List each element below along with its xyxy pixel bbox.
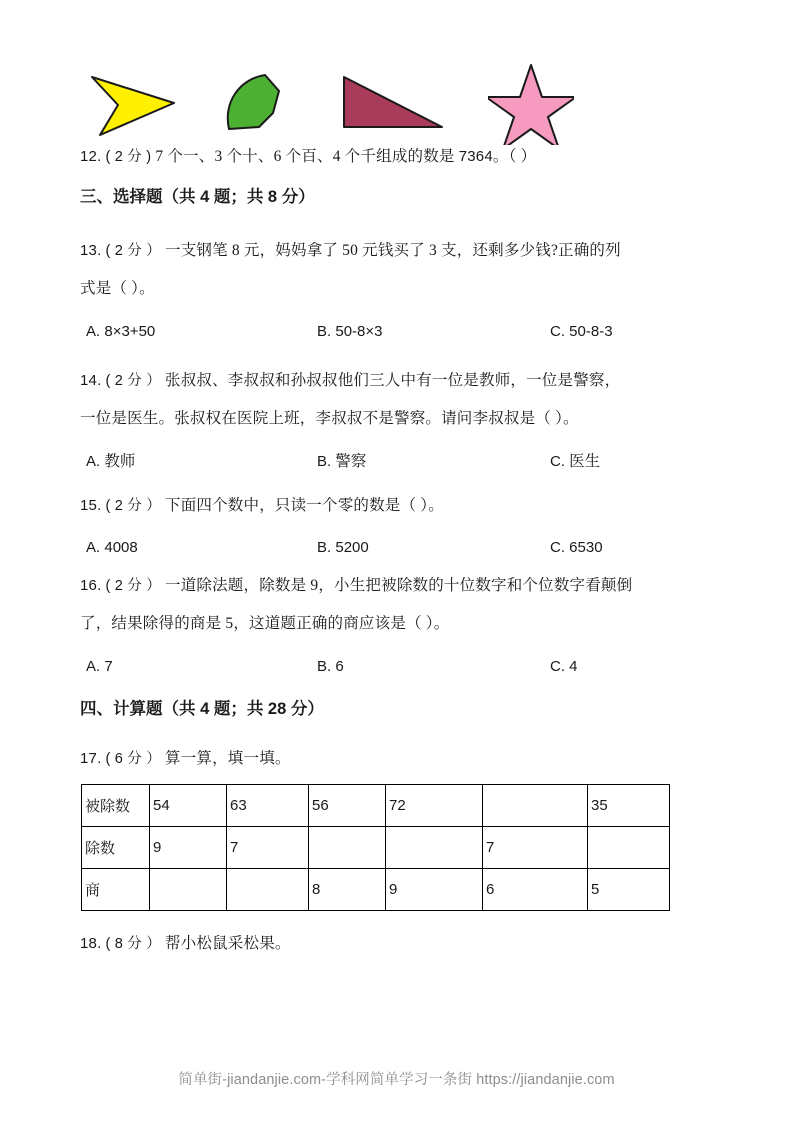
question-16 [80,567,700,684]
question-14-option-b[interactable] [317,445,366,479]
question-16-option-b[interactable] [317,650,344,684]
table-cell-quotient-3[interactable]: 8 [309,869,386,911]
table-cell-dividend-5[interactable] [483,785,588,827]
question-14-text-1: 张叔叔、李叔叔和孙叔叔他们三人中有一位是教师，一位是警察， [165,372,621,389]
section-four-heading [80,692,700,726]
question-14-option-c[interactable] [550,445,600,479]
table-cell-divisor-1[interactable]: 9 [150,827,227,869]
question-17-number: 17. [80,750,102,767]
question-14-option-a-key: A. [86,453,101,470]
table-cell-dividend-2[interactable]: 63 [227,785,309,827]
footer-watermark [0,1068,793,1089]
question-14-text-2: 一位是医生。张叔权在医院上班，李叔叔不是警察。请问李叔叔是（ ）。 [80,410,579,427]
question-18 [80,925,700,963]
table-cell-divisor-4[interactable] [386,827,483,869]
question-15-option-c[interactable] [550,531,603,565]
question-16-number: 16. [80,577,102,594]
question-13-option-c-key: C. [550,323,565,340]
question-14-option-c-text: 医生 [569,453,601,470]
question-16-text-1: 一道除法题，除数是 9，小生把被除数的十位数字和个位数字看颠倒 [165,577,633,594]
table-row-quotient [82,869,670,911]
table-row-dividend [82,785,670,827]
table-cell-quotient-1[interactable] [150,869,227,911]
table-cell-quotient-6[interactable]: 5 [588,869,670,911]
question-13-text-1: 一支钢笔 8 元，妈妈拿了 50 元钱买了 3 支，还剩多少钱?正确的列 [165,242,621,259]
footer-watermark-text: 简单街-jiandanjie.com-学科网简单学习一条街 https://jiandanjie.com [178,1072,615,1088]
question-15-number: 15. [80,497,102,514]
question-16-option-b-key: B. [317,658,332,675]
question-14-option-a-text: 教师 [104,453,136,470]
question-14-option-c-key: C. [550,453,565,470]
question-13-option-c[interactable] [550,315,613,349]
pink-star-shape [488,55,574,145]
table-cell-dividend-6[interactable]: 35 [588,785,670,827]
question-17-points: ( 6 分 ） [105,751,161,767]
section-three-heading [80,180,700,214]
question-13-options [80,315,700,349]
question-15-option-b[interactable] [317,531,369,565]
table-cell-quotient-5[interactable]: 6 [483,869,588,911]
question-14-number: 14. [80,372,102,389]
question-14-line-2 [80,400,700,437]
question-17-text-1: 算一算，填一填。 [165,750,291,767]
question-13-option-a-key: A. [86,323,101,340]
yellow-arrow-shape [88,55,184,145]
question-15-text-1: 下面四个数中，只读一个零的数是（ ）。 [165,497,444,514]
question-12-number: 12. [80,148,102,165]
question-13-line-1 [80,232,700,270]
question-14-option-b-key: B. [317,453,332,470]
section-three-title: 三、选择题（共 4 题；共 8 分） [80,188,315,206]
question-16-line-2 [80,605,700,642]
question-14-options [80,445,700,479]
table-row-divisor [82,827,670,869]
question-13-option-a[interactable] [86,315,155,349]
table-rowhead-divisor: 除数 [82,827,150,869]
question-16-option-a-text: 7 [104,658,113,675]
question-18-text-1: 帮小松鼠采松果。 [165,935,291,952]
question-13 [80,232,700,349]
table-cell-divisor-2[interactable]: 7 [227,827,309,869]
question-14-points: ( 2 分 ） [105,373,161,389]
question-18-points: ( 8 分 ） [105,936,161,952]
table-rowhead-dividend: 被除数 [82,785,150,827]
question-15 [80,487,700,565]
shapes-illustration-row [80,55,700,145]
question-15-points: ( 2 分 ） [105,498,161,514]
question-12-line [80,138,700,176]
question-13-option-b-text: 50-8×3 [335,323,383,340]
question-15-option-b-key: B. [317,539,332,556]
question-16-option-a-key: A. [86,658,101,675]
question-15-option-a[interactable] [86,531,138,565]
division-table [81,784,670,911]
question-18-number: 18. [80,935,102,952]
question-15-option-c-key: C. [550,539,565,556]
table-cell-quotient-4[interactable]: 9 [386,869,483,911]
table-cell-divisor-6[interactable] [588,827,670,869]
question-16-line-1 [80,567,700,605]
question-13-number: 13. [80,242,102,259]
question-15-option-b-text: 5200 [335,539,369,556]
question-15-line-1 [80,487,700,525]
question-13-option-a-text: 8×3+50 [104,323,156,340]
question-14-option-a[interactable] [86,445,135,479]
question-14 [80,362,700,479]
question-12-points: ( 2 分 ) [105,149,152,165]
question-13-points: ( 2 分 ） [105,243,161,259]
question-13-option-c-text: 50-8-3 [569,323,613,340]
question-16-option-c-text: 4 [569,658,578,675]
table-cell-dividend-4[interactable]: 72 [386,785,483,827]
question-17-line-1 [80,740,700,778]
table-cell-dividend-3[interactable]: 56 [309,785,386,827]
question-12-text-b: 。（ ） [492,148,537,165]
table-cell-divisor-5[interactable]: 7 [483,827,588,869]
table-rowhead-quotient: 商 [82,869,150,911]
question-12-number-value: 7364 [458,148,493,165]
question-13-option-b[interactable] [317,315,382,349]
question-17 [80,740,700,911]
question-13-text-2: 式是（ ）。 [80,280,155,297]
question-16-options [80,650,700,684]
question-16-option-c[interactable] [550,650,578,684]
question-16-option-c-key: C. [550,658,565,675]
table-cell-quotient-2[interactable] [227,869,309,911]
question-15-options [80,531,700,565]
section-four-title: 四、计算题（共 4 题；共 28 分） [80,700,324,718]
maroon-triangle-shape [336,55,452,145]
question-16-points: ( 2 分 ） [105,578,161,594]
question-12 [80,138,700,176]
question-18-line-1 [80,925,700,963]
question-15-option-a-text: 4008 [104,539,138,556]
question-16-option-a[interactable] [86,650,113,684]
question-16-option-b-text: 6 [335,658,344,675]
question-15-option-c-text: 6530 [569,539,603,556]
question-16-text-2: 了，结果除得的商是 5，这道题正确的商应该是（ ）。 [80,615,450,632]
question-14-option-b-text: 警察 [335,453,367,470]
question-14-line-1 [80,362,700,400]
table-cell-divisor-3[interactable] [309,827,386,869]
question-15-option-a-key: A. [86,539,101,556]
question-12-text-a: 7 个一、3 个十、6 个百、4 个千组成的数是 [155,148,459,165]
question-13-line-2 [80,270,700,307]
table-cell-dividend-1[interactable]: 54 [150,785,227,827]
green-leaf-shape [213,55,293,145]
question-13-option-b-key: B. [317,323,332,340]
